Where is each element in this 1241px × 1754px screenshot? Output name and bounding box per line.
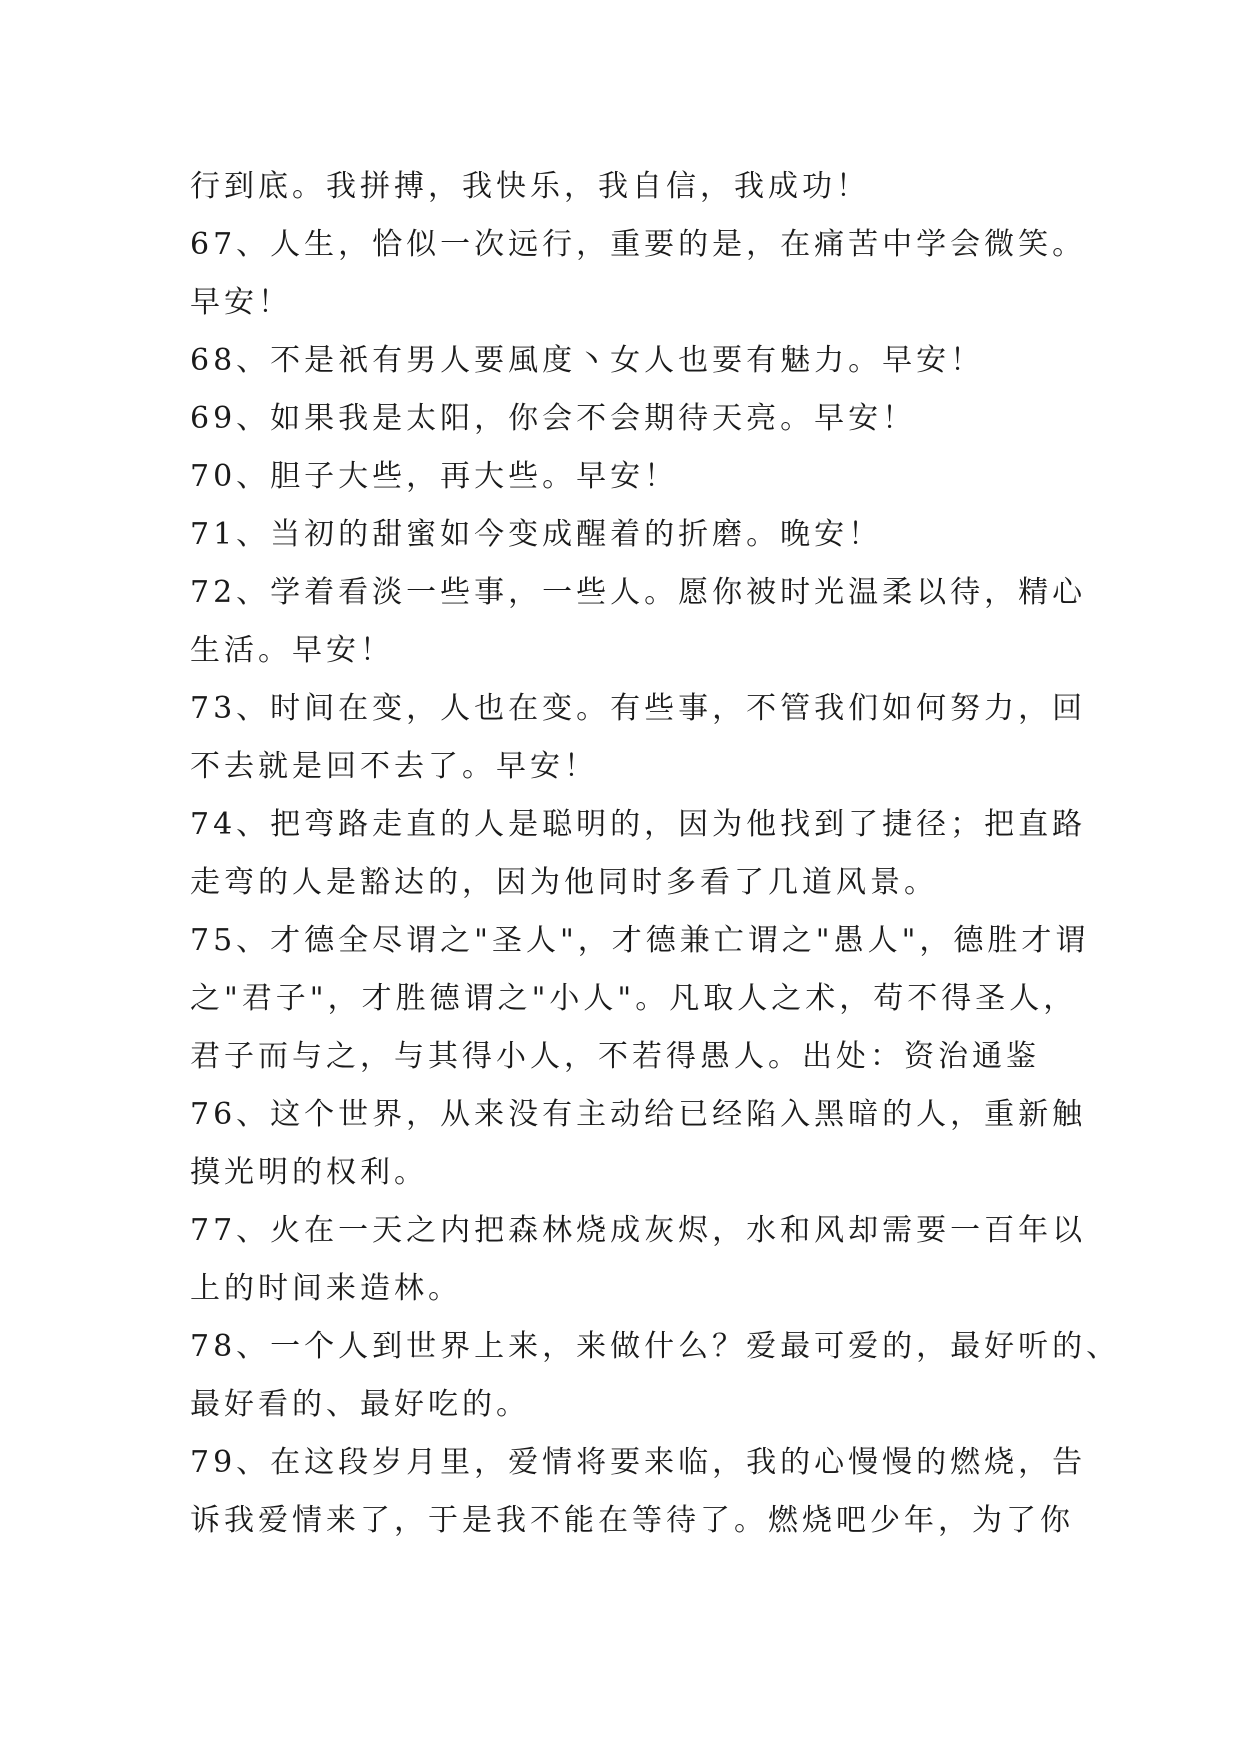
text-line: 行到底。我拼搏，我快乐，我自信，我成功！: [190, 169, 870, 204]
text-line: 76、这个世界，从来没有主动给已经陷入黑暗的人，重新触: [190, 1097, 1087, 1132]
text-line: 79、在这段岁月里，爱情将要来临，我的心慢慢的燃烧，告: [190, 1445, 1087, 1480]
text-line: 70、胆子大些，再大些。早安！: [190, 459, 679, 494]
text-line: 之"君子"，才胜德谓之"小人"。凡取人之术，苟不得圣人，: [190, 981, 1078, 1016]
text-line: 上的时间来造林。: [190, 1271, 462, 1306]
text-line: 君子而与之，与其得小人，不若得愚人。出处：资治通鉴: [190, 1039, 1040, 1074]
text-line: 69、如果我是太阳，你会不会期待天亮。早安！: [190, 401, 917, 436]
text-line: 71、当初的甜蜜如今变成醒着的折磨。晚安！: [190, 517, 883, 552]
text-line: 67、人生，恰似一次远行，重要的是，在痛苦中学会微笑。: [190, 227, 1087, 262]
text-line: 早安！: [190, 285, 292, 320]
document-body: [190, 158, 1121, 1550]
text-line: 走弯的人是豁达的，因为他同时多看了几道风景。: [190, 865, 938, 900]
text-line: 最好看的、最好吃的。: [190, 1387, 530, 1422]
text-line: 73、时间在变，人也在变。有些事，不管我们如何努力，回: [190, 691, 1087, 726]
text-line: 68、不是祇有男人要風度丶女人也要有魅力。早安！: [190, 343, 985, 378]
text-line: 78、一个人到世界上来，来做什么？爱最可爱的，最好听的、: [190, 1329, 1121, 1364]
text-line: 诉我爱情来了，于是我不能在等待了。燃烧吧少年，为了你: [190, 1503, 1074, 1538]
text-line: 74、把弯路走直的人是聪明的，因为他找到了捷径；把直路: [190, 807, 1087, 842]
text-line: 生活。早安！: [190, 633, 394, 668]
text-line: 77、火在一天之内把森林烧成灰烬，水和风却需要一百年以: [190, 1213, 1087, 1248]
text-line: 75、才德全尽谓之"圣人"，才德兼亡谓之"愚人"，德胜才谓: [190, 923, 1090, 958]
text-line: 72、学着看淡一些事，一些人。愿你被时光温柔以待，精心: [190, 575, 1087, 610]
text-line: 不去就是回不去了。早安！: [190, 749, 598, 784]
text-line: 摸光明的权利。: [190, 1155, 428, 1190]
